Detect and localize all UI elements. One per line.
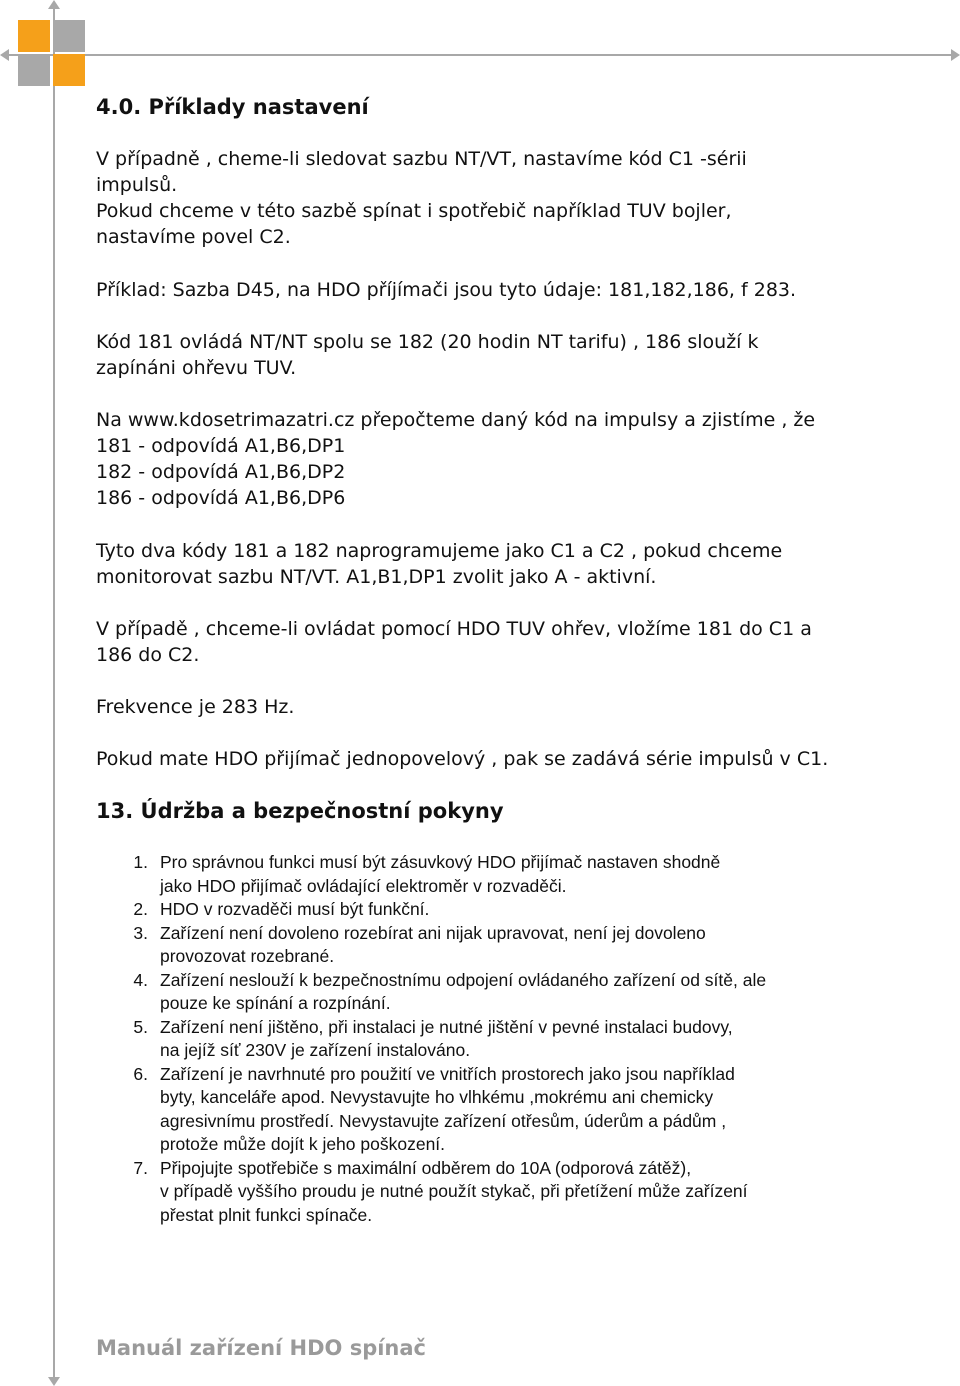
list-item: [118, 969, 766, 1016]
list-item-line: Pro správnou funkci musí být zásuvkový HDO přijímač nastaven shodně: [160, 852, 721, 872]
paragraph-line: Frekvence je 283 Hz.: [96, 696, 295, 718]
paragraph-line: Pokud chceme v této sazbě spínat i spotřebič například TUV bojler,: [96, 200, 732, 222]
page-footer: Manuál zařízení HDO spínač: [96, 1336, 426, 1360]
paragraph-line: 186 do C2.: [96, 644, 200, 666]
paragraph-line: Na www.kdosetrimazatri.cz přepočteme daný kód na impulsy a zjistíme , že: [96, 409, 816, 431]
paragraph-line: Kód 181 ovládá NT/NT spolu se 182 (20 hodin NT tarifu) , 186 slouží k: [96, 331, 759, 353]
list-item: [118, 898, 766, 922]
list-item: [118, 1016, 766, 1063]
horizontal-guide-line: [6, 54, 952, 56]
paragraph-line: zapínáni ohřevu TUV.: [96, 357, 297, 379]
paragraph-line: Pokud mate HDO přijímač jednopovelový , pak se zadává série impulsů v C1.: [96, 748, 829, 770]
list-item-number: 6.: [133, 1063, 148, 1084]
list-item: [118, 1063, 766, 1157]
section-heading-maintenance: 13. Údržba a bezpečnostní pokyny: [96, 799, 504, 823]
arrow-up-icon: [48, 0, 60, 9]
list-item-number: 3.: [133, 922, 148, 943]
list-item: [118, 922, 766, 969]
list-item-line: Připojujte spotřebiče s maximální odběrem do 10A (odporová zátěž),: [160, 1157, 692, 1178]
list-item-line: agresivnímu prostředí. Nevystavujte zařízení otřesům, úderům a pádům ,: [160, 1110, 727, 1131]
list-item-line: byty, kanceláře apod. Nevystavujte ho vlhkému ,mokrému ani chemicky: [160, 1087, 714, 1107]
paragraph-line: Příklad: Sazba D45, na HDO příjímači jsou tyto údaje: 181,182,186, f 283.: [96, 279, 797, 301]
list-item-line: protože může dojít k jeho poškození.: [160, 1134, 446, 1154]
list-item-line: pouze ke spínání a rozpínání.: [160, 993, 391, 1013]
paragraph-line: impulsů.: [96, 174, 178, 196]
list-item-line: Zařízení je navrhnuté pro použití ve vnitřích prostorech jako jsou například: [160, 1063, 735, 1084]
list-item-number: 5.: [133, 1016, 148, 1037]
arrow-right-icon: [951, 49, 960, 61]
safety-list: [118, 851, 766, 1227]
list-item-line: jako HDO přijímač ovládající elektroměr v rozvaděči.: [160, 875, 567, 896]
section-heading-examples: 4.0. Příklady nastavení: [96, 95, 369, 119]
paragraph-line: 182 - odpovídá A1,B6,DP2: [96, 461, 346, 483]
list-item-line: v případě vyššího proudu je nutné použít stykač, při přetížení může zařízení: [160, 1181, 748, 1201]
list-item-line: HDO v rozvaděči musí být funkční.: [160, 899, 430, 919]
paragraph-line: monitorovat sazbu NT/VT. A1,B1,DP1 zvolit jako A - aktivní.: [96, 566, 657, 588]
paragraph-line: nastavíme povel C2.: [96, 226, 291, 248]
paragraph-line: V případně , cheme-li sledovat sazbu NT/VT, nastavíme kód C1 -sérii: [96, 148, 747, 170]
list-item: [118, 851, 766, 898]
list-item-line: přestat plnit funkci spínače.: [160, 1204, 373, 1225]
logo-squares-icon: [0, 18, 90, 86]
list-item-number: 7.: [133, 1157, 148, 1178]
list-item-line: provozovat rozebrané.: [160, 946, 335, 966]
list-item-line: Zařízení není jištěno, při instalaci je nutné jištění v pevné instalaci budovy,: [160, 1016, 733, 1037]
vertical-guide-line: [53, 6, 55, 1380]
paragraph-line: 186 - odpovídá A1,B6,DP6: [96, 487, 346, 509]
paragraph-line: 181 - odpovídá A1,B6,DP1: [96, 435, 346, 457]
list-item-line: Zařízení neslouží k bezpečnostnímu odpojení ovládaného zařízení od sítě, ale: [160, 969, 767, 990]
arrow-down-icon: [48, 1377, 60, 1386]
list-item-line: na jejíž síť 230V je zařízení instalováno.: [160, 1040, 471, 1060]
list-item-line: Zařízení není dovoleno rozebírat ani nijak upravovat, není jej dovoleno: [160, 922, 706, 943]
paragraph-line: Tyto dva kódy 181 a 182 naprogramujeme jako C1 a C2 , pokud chceme: [96, 540, 783, 562]
list-item: [118, 1157, 766, 1228]
list-item-number: 4.: [133, 969, 148, 990]
list-item-number: 1.: [133, 852, 148, 872]
paragraph-line: V případě , chceme-li ovládat pomocí HDO TUV ohřev, vložíme 181 do C1 a: [96, 618, 812, 640]
list-item-number: 2.: [133, 899, 148, 919]
